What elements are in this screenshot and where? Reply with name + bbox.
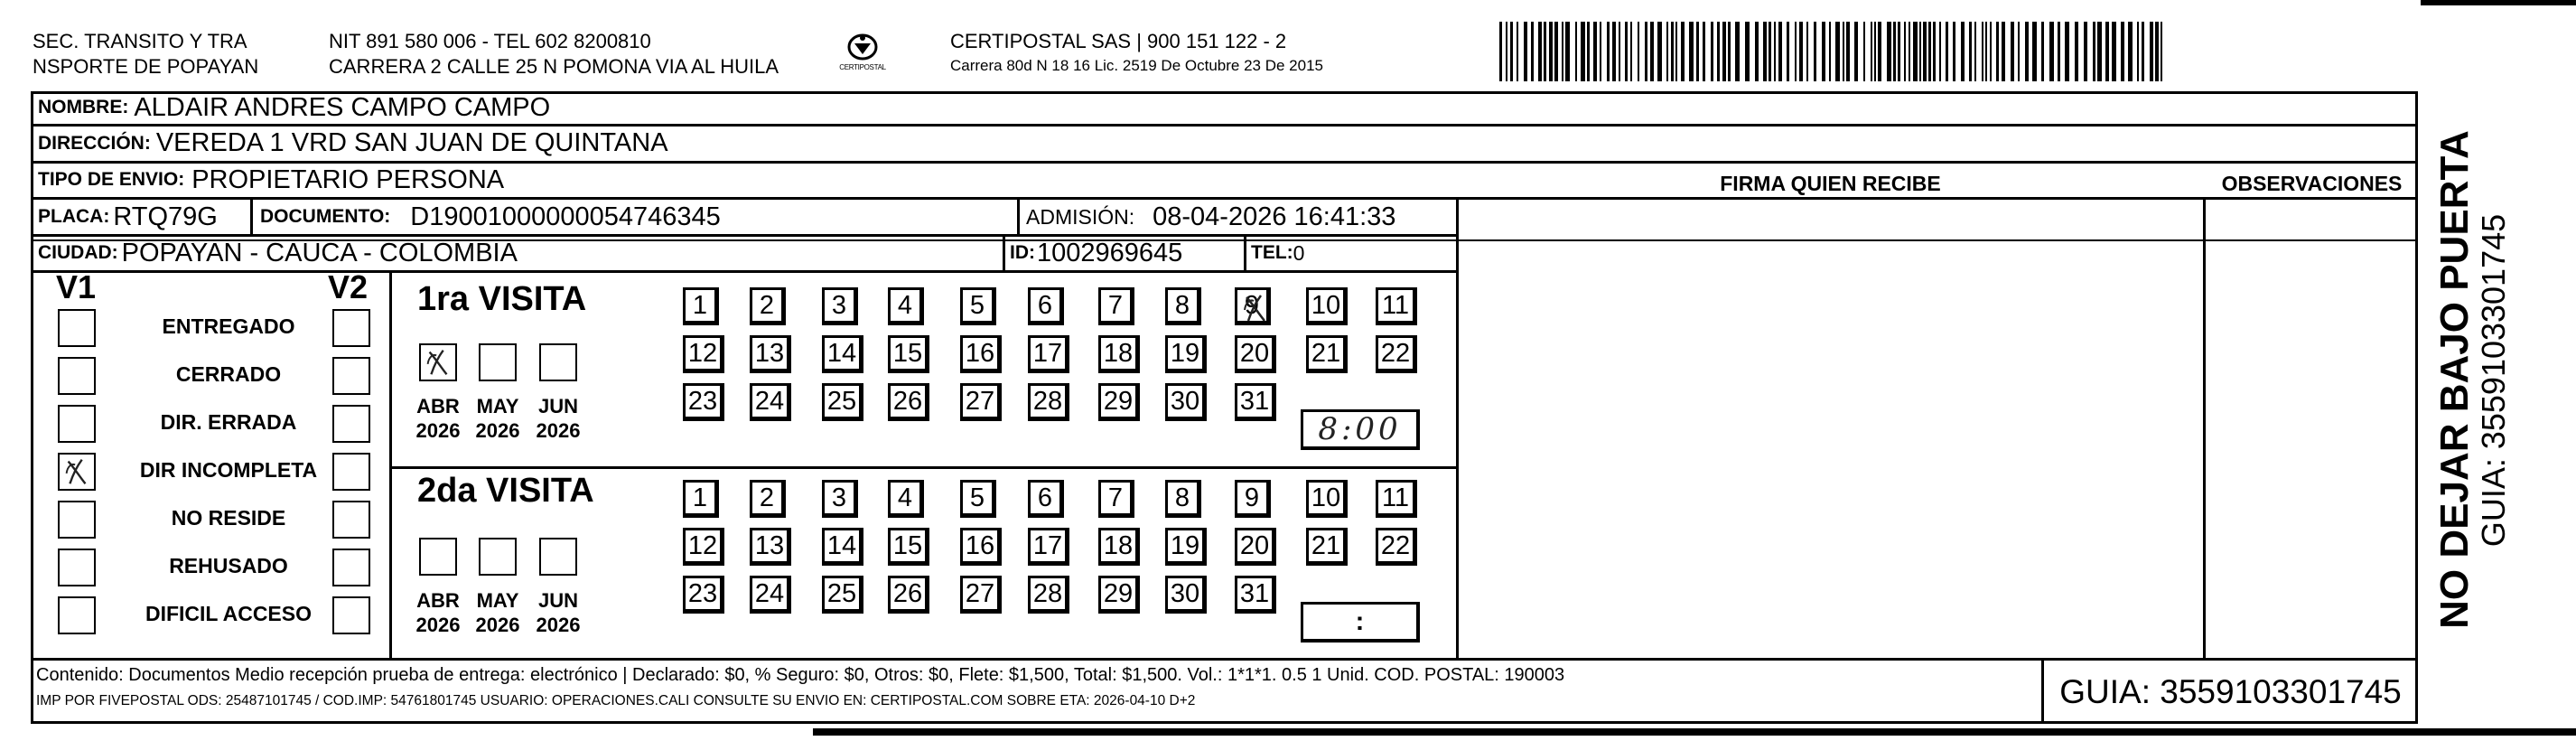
v2-checkbox[interactable] (332, 309, 370, 347)
v2-checkbox[interactable] (332, 549, 370, 586)
firma-header: FIRMA QUIEN RECIBE (1720, 172, 1941, 195)
day-number: 9 (1244, 483, 1260, 512)
day-box[interactable] (750, 335, 791, 373)
day-number: 24 (754, 386, 785, 416)
day-box[interactable] (888, 528, 929, 566)
day-box[interactable] (1165, 576, 1207, 614)
v2-header: V2 (328, 268, 369, 305)
certipostal-logo (831, 27, 894, 78)
side-warning: NO DEJAR BAJO PUERTA (2432, 130, 2477, 629)
month-year: 2026 (415, 614, 461, 636)
day-box[interactable] (1235, 335, 1276, 373)
day-number: 8 (1174, 290, 1190, 320)
day-number: 31 (1239, 578, 1270, 608)
day-box[interactable] (960, 287, 996, 325)
direccion-row (38, 126, 668, 161)
day-box[interactable] (888, 576, 929, 614)
day-number: 26 (892, 578, 923, 608)
day-box[interactable] (1306, 480, 1348, 518)
day-box[interactable] (888, 287, 924, 325)
day-box[interactable] (1235, 383, 1276, 421)
v1-checkbox[interactable] (58, 309, 96, 347)
day-box[interactable] (1028, 480, 1064, 518)
day-box[interactable] (1376, 480, 1417, 518)
month-label (466, 394, 529, 443)
v2-checkbox[interactable] (332, 357, 370, 395)
month-name: ABR (416, 589, 460, 612)
day-box[interactable] (1165, 528, 1207, 566)
day-box[interactable] (683, 383, 724, 421)
day-number: 23 (687, 578, 718, 608)
v2-checkbox[interactable] (332, 501, 370, 539)
status-label: CERRADO (175, 362, 282, 386)
day-number: 22 (1380, 530, 1411, 560)
day-box[interactable] (1306, 528, 1348, 566)
day-number: 12 (687, 338, 718, 368)
day-box[interactable] (888, 480, 924, 518)
day-box[interactable] (750, 287, 786, 325)
sender-org-line1: SEC. TRANSITO Y TRA (33, 30, 247, 52)
v1-checkbox[interactable] (58, 596, 96, 634)
v1-checkbox[interactable] (58, 549, 96, 586)
month-year: 2026 (536, 419, 581, 442)
day-number: 28 (1032, 386, 1063, 416)
status-label: ENTREGADO (162, 314, 295, 338)
handwritten-x-mark (60, 455, 94, 489)
side-guia: GUIA: 3559103301745 (2475, 213, 2512, 548)
day-number: 12 (687, 530, 718, 560)
day-box[interactable] (888, 335, 929, 373)
day-number: 11 (1381, 483, 1410, 512)
day-number: 5 (969, 290, 985, 320)
month-name: MAY (476, 395, 519, 417)
day-number: 18 (1103, 530, 1134, 560)
status-label: DIFICIL ACCESO (145, 602, 312, 625)
first-visit-time-box[interactable] (1301, 409, 1420, 450)
day-box[interactable] (1165, 335, 1207, 373)
day-number: 9 (1244, 290, 1260, 320)
status-label: DIR INCOMPLETA (139, 458, 318, 482)
day-number: 20 (1239, 338, 1270, 368)
month-name: JUN (537, 395, 578, 417)
nombre-row (38, 91, 550, 124)
second-visit-title: 2da VISITA (417, 472, 594, 510)
second-visit-time: : (1355, 606, 1365, 636)
day-number: 15 (892, 530, 923, 560)
day-number: 20 (1239, 530, 1270, 560)
day-number: 14 (826, 530, 857, 560)
day-number: 10 (1311, 290, 1341, 320)
day-box[interactable] (822, 335, 863, 373)
month-checkbox[interactable] (419, 343, 457, 381)
tel-value: 0 (1293, 240, 1305, 265)
day-box[interactable] (1165, 287, 1201, 325)
month-label (527, 394, 590, 443)
month-checkbox[interactable] (479, 538, 517, 576)
day-number: 6 (1037, 290, 1053, 320)
day-box[interactable] (750, 480, 786, 518)
first-visit-time: 8:00 (1318, 411, 1402, 447)
day-number: 27 (965, 386, 995, 416)
day-number: 29 (1103, 386, 1134, 416)
placa-value: RTQ79G (113, 202, 218, 231)
v1-checkbox[interactable] (58, 405, 96, 443)
month-year: 2026 (415, 419, 461, 442)
day-number: 3 (831, 483, 847, 512)
id-cell (1010, 236, 1182, 270)
day-number: 25 (826, 578, 857, 608)
day-box[interactable] (750, 383, 791, 421)
tel-cell (1251, 236, 1304, 270)
direccion-label: DIRECCIÓN: (38, 132, 151, 154)
day-box[interactable] (750, 528, 791, 566)
day-box[interactable] (1028, 335, 1069, 373)
v1-checkbox[interactable] (58, 453, 96, 491)
day-number: 22 (1380, 338, 1411, 368)
day-number: 13 (754, 338, 785, 368)
courier-info (950, 29, 1323, 78)
day-box[interactable] (1028, 576, 1069, 614)
admision-cell (1026, 199, 1395, 235)
v2-checkbox[interactable] (332, 596, 370, 634)
month-label (406, 588, 470, 637)
day-box[interactable] (750, 576, 791, 614)
month-label (466, 588, 529, 637)
day-number: 17 (1032, 338, 1063, 368)
side-warning-wrap (2423, 108, 2514, 651)
day-box[interactable] (1165, 383, 1207, 421)
day-box[interactable] (1376, 287, 1417, 325)
sender-org-line2: NSPORTE DE POPAYAN (33, 55, 259, 78)
day-number: 15 (892, 338, 923, 368)
status-label: NO RESIDE (171, 506, 286, 530)
day-number: 28 (1032, 578, 1063, 608)
documento-label: DOCUMENTO: (260, 206, 391, 227)
month-year: 2026 (536, 614, 581, 636)
day-number: 14 (826, 338, 857, 368)
nombre-value: ALDAIR ANDRES CAMPO CAMPO (134, 92, 551, 122)
day-number: 2 (759, 290, 775, 320)
day-box[interactable] (960, 576, 1002, 614)
day-number: 19 (1170, 530, 1200, 560)
month-label (527, 588, 590, 637)
placa-label: PLACA: (38, 206, 110, 227)
placa-cell (38, 199, 218, 235)
day-box[interactable] (822, 576, 863, 614)
day-number: 30 (1170, 578, 1200, 608)
day-number: 7 (1107, 290, 1124, 320)
handwritten-x-mark (421, 345, 455, 380)
contenido-line: Contenido: Documentos Medio recepción prueba de entrega: electrónico | Declarado: $0, % Seguro: $0, Otros: $0, Flete: $1,500, Total: $1,500. Vol.: 1*1*1. 0.5 1 Unid. COD. POSTAL: 190003 (36, 665, 1565, 685)
month-name: JUN (537, 589, 578, 612)
direccion-value: VEREDA 1 VRD SAN JUAN DE QUINTANA (155, 128, 668, 157)
ciudad-label: CIUDAD: (38, 242, 118, 263)
id-label: ID: (1010, 242, 1035, 263)
tel-label: TEL: (1251, 242, 1293, 263)
handwritten-x-mark (1237, 290, 1274, 326)
day-number: 29 (1103, 578, 1134, 608)
day-box[interactable] (1098, 287, 1134, 325)
sender-contact (329, 29, 779, 80)
imp-line: IMP POR FIVEPOSTAL ODS: 25487101745 / COD.IMP: 54761801745 USUARIO: OPERACIONES.CALI CONSULTE SU ENVIO EN: CERTIPOSTAL.COM SOBRE ETA: 2026-04-10 D+2 (36, 693, 1196, 708)
barcode (1499, 22, 2163, 81)
courier-name: CERTIPOSTAL SAS | 900 151 122 - 2 (950, 30, 1287, 52)
day-number: 4 (897, 290, 913, 320)
day-number: 6 (1037, 483, 1053, 512)
day-box[interactable] (888, 383, 929, 421)
ciudad-cell (38, 236, 518, 270)
day-box[interactable] (822, 287, 858, 325)
day-box[interactable] (1376, 335, 1417, 373)
day-box[interactable] (1165, 480, 1201, 518)
day-box[interactable] (960, 480, 996, 518)
day-number: 30 (1170, 386, 1200, 416)
v1-checkbox[interactable] (58, 501, 96, 539)
day-number: 21 (1311, 338, 1341, 368)
tipo-row (38, 163, 504, 197)
day-number: 17 (1032, 530, 1063, 560)
day-number: 16 (965, 338, 995, 368)
day-box[interactable] (683, 576, 724, 614)
day-box[interactable] (1028, 383, 1069, 421)
status-label: DIR. ERRADA (160, 410, 297, 434)
id-value: 1002969645 (1037, 238, 1183, 267)
day-box[interactable] (1235, 287, 1271, 325)
day-number: 1 (692, 483, 708, 512)
status-label: REHUSADO (169, 554, 288, 577)
ciudad-value: POPAYAN - CAUCA - COLOMBIA (121, 238, 518, 267)
day-number: 21 (1311, 530, 1341, 560)
day-box[interactable] (1306, 335, 1348, 373)
day-box[interactable] (1235, 480, 1271, 518)
day-box[interactable] (1098, 335, 1140, 373)
day-box[interactable] (960, 383, 1002, 421)
day-number: 13 (754, 530, 785, 560)
day-box[interactable] (960, 528, 1002, 566)
month-name: MAY (476, 589, 519, 612)
day-number: 3 (831, 290, 847, 320)
day-number: 25 (826, 386, 857, 416)
month-checkbox[interactable] (419, 538, 457, 576)
bottom-rule (813, 728, 2576, 736)
second-visit-time-box[interactable] (1301, 602, 1420, 643)
courier-license: Carrera 80d N 18 16 Lic. 2519 De Octubre 23 De 2015 (950, 57, 1323, 74)
day-number: 23 (687, 386, 718, 416)
day-number: 7 (1107, 483, 1124, 512)
admision-value: 08-04-2026 16:41:33 (1153, 202, 1396, 231)
month-checkbox[interactable] (539, 343, 577, 381)
month-year: 2026 (475, 614, 520, 636)
day-number: 1 (692, 290, 708, 320)
day-number: 19 (1170, 338, 1200, 368)
footer-guia: GUIA: 3559103301745 (2059, 672, 2402, 710)
day-number: 16 (965, 530, 995, 560)
day-box[interactable] (1098, 383, 1140, 421)
month-year: 2026 (475, 419, 520, 442)
month-label (406, 394, 470, 443)
month-name: ABR (416, 395, 460, 417)
day-box[interactable] (683, 287, 719, 325)
day-number: 10 (1311, 483, 1341, 512)
day-box[interactable] (1306, 287, 1348, 325)
admision-label: ADMISIÓN: (1026, 204, 1135, 229)
day-number: 2 (759, 483, 775, 512)
day-number: 11 (1381, 290, 1410, 320)
day-number: 31 (1239, 386, 1270, 416)
nombre-label: NOMBRE: (38, 97, 129, 117)
documento-value: D19001000000054746345 (410, 202, 721, 231)
v2-checkbox[interactable] (332, 453, 370, 491)
day-box[interactable] (1028, 287, 1064, 325)
month-checkbox[interactable] (539, 538, 577, 576)
sender-address: CARRERA 2 CALLE 25 N POMONA VIA AL HUILA (329, 55, 779, 78)
day-number: 18 (1103, 338, 1134, 368)
v1-header: V1 (56, 268, 97, 305)
tipo-label: TIPO DE ENVIO: (38, 169, 185, 190)
day-number: 26 (892, 386, 923, 416)
day-box[interactable] (822, 528, 863, 566)
day-box[interactable] (1098, 480, 1134, 518)
day-box[interactable] (1028, 528, 1069, 566)
day-number: 24 (754, 578, 785, 608)
day-box[interactable] (683, 480, 719, 518)
tipo-value: PROPIETARIO PERSONA (191, 164, 505, 194)
day-box[interactable] (822, 480, 858, 518)
day-box[interactable] (1098, 528, 1140, 566)
sender-nit: NIT 891 580 006 - TEL 602 8200810 (329, 30, 651, 52)
day-box[interactable] (1235, 528, 1276, 566)
first-visit-title: 1ra VISITA (417, 280, 587, 318)
v1-checkbox[interactable] (58, 357, 96, 395)
day-box[interactable] (960, 335, 1002, 373)
day-box[interactable] (822, 383, 863, 421)
v2-checkbox[interactable] (332, 405, 370, 443)
month-checkbox[interactable] (479, 343, 517, 381)
day-box[interactable] (1098, 576, 1140, 614)
day-number: 8 (1174, 483, 1190, 512)
day-box[interactable] (1376, 528, 1417, 566)
day-number: 4 (897, 483, 913, 512)
day-box[interactable] (1235, 576, 1276, 614)
observaciones-header: OBSERVACIONES (2221, 172, 2403, 195)
top-rule (2421, 0, 2576, 5)
documento-cell (260, 199, 721, 235)
logo-text: CERTIPOSTAL (839, 63, 886, 71)
day-number: 27 (965, 578, 995, 608)
sender-org (33, 29, 258, 80)
day-number: 5 (969, 483, 985, 512)
day-box[interactable] (683, 335, 724, 373)
day-box[interactable] (683, 528, 724, 566)
